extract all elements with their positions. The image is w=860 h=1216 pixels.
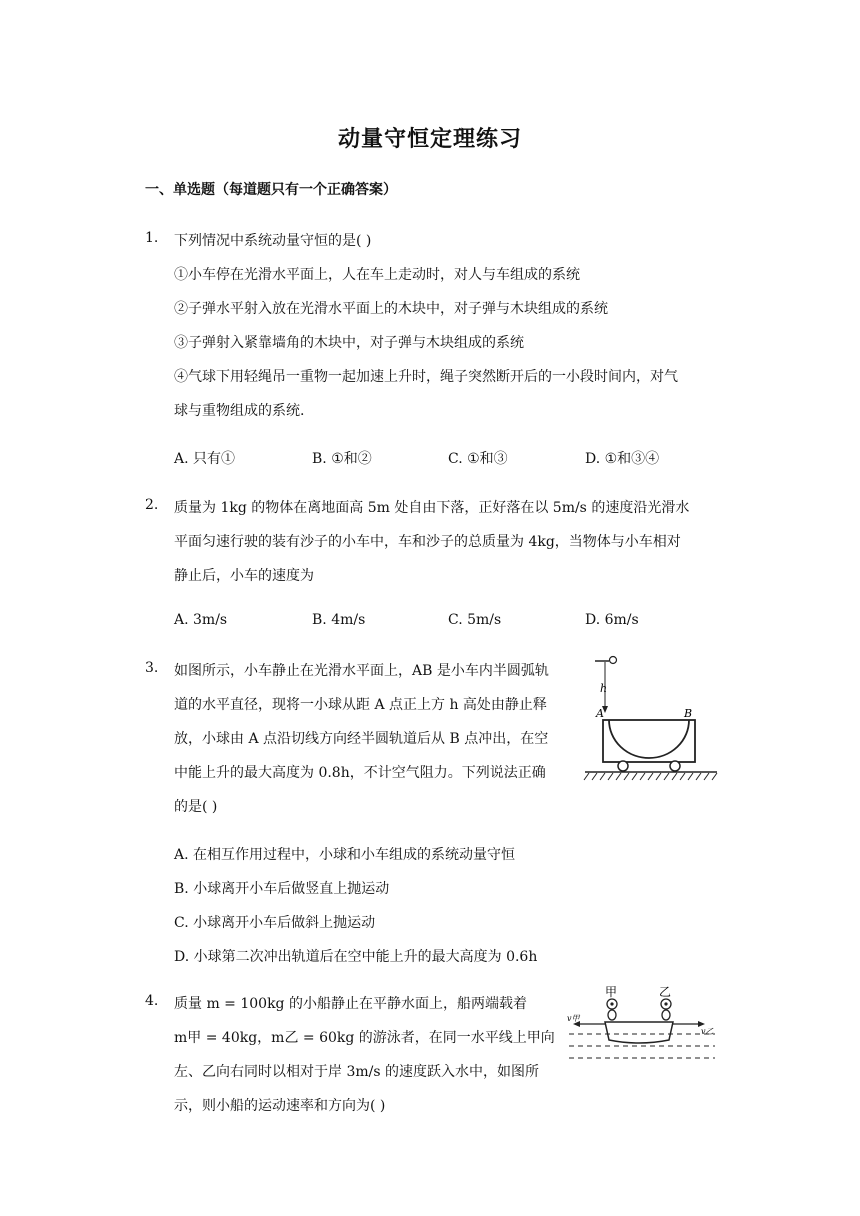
- question-number: 1.: [145, 230, 159, 246]
- question-line: 放，小球由 A 点沿切线方向经半圆轨道后从 B 点冲出，在空: [174, 731, 549, 747]
- option-b[interactable]: B. 小球离开小车后做竖直上抛运动: [174, 881, 390, 897]
- label-v-jia: v甲: [567, 1014, 580, 1023]
- question-number: 2.: [145, 497, 159, 513]
- question-line: 的是( ): [174, 799, 218, 815]
- label-a: A: [596, 707, 604, 720]
- question-line: 质量为 1kg 的物体在离地面高 5m 处自由下落，正好落在以 5m/s 的速度沿光滑水: [174, 500, 690, 516]
- question-line: 质量 m = 100kg 的小船静止在平静水面上，船两端载着: [174, 996, 527, 1012]
- option-b[interactable]: B. 4m/s: [312, 612, 366, 628]
- question-line: 如图所示，小车静止在光滑水平面上，AB 是小车内半圆弧轨: [174, 663, 549, 679]
- question-line: ①小车停在光滑水平面上，人在车上走动时，对人与车组成的系统: [174, 267, 580, 283]
- question-line: 平面匀速行驶的装有沙子的小车中，车和沙子的总质量为 4kg，当物体与小车相对: [174, 534, 681, 550]
- option-c[interactable]: C. 5m/s: [448, 612, 502, 628]
- question-line: 下列情况中系统动量守恒的是( ): [174, 233, 372, 249]
- question-line: 左、乙向右同时以相对于岸 3m/s 的速度跃入水中，如图所: [174, 1064, 539, 1080]
- question-line: 静止后，小车的速度为: [174, 568, 314, 584]
- question-line: 球与重物组成的系统.: [174, 403, 305, 419]
- option-a[interactable]: A. 在相互作用过程中，小球和小车组成的系统动量守恒: [174, 847, 516, 863]
- question-line: ④气球下用轻绳吊一重物一起加速上升时，绳子突然断开后的一小段时间内，对气: [174, 369, 678, 385]
- question-line: m甲 = 40kg，m乙 = 60kg 的游泳者，在同一水平线上甲向: [174, 1030, 555, 1046]
- boat-swimmers-figure: [565, 982, 720, 1064]
- option-c[interactable]: C. ①和③: [448, 451, 508, 467]
- label-v-yi: v乙: [701, 1027, 714, 1036]
- option-b[interactable]: B. ①和②: [312, 451, 372, 467]
- option-d[interactable]: D. 小球第二次冲出轨道后在空中能上升的最大高度为 0.6h: [174, 949, 538, 965]
- option-c[interactable]: C. 小球离开小车后做斜上抛运动: [174, 915, 376, 931]
- question-line: 道的水平直径，现将一小球从距 A 点正上方 h 高处由静止释: [174, 697, 547, 713]
- label-yi: 乙: [659, 985, 672, 999]
- question-number: 3.: [145, 660, 159, 676]
- question-line: ③子弹射入紧靠墙角的木块中，对子弹与木块组成的系统: [174, 335, 524, 351]
- option-d[interactable]: D. ①和③④: [585, 451, 660, 467]
- label-h: h: [600, 682, 608, 695]
- option-a[interactable]: A. 只有①: [174, 451, 236, 467]
- label-b: B: [684, 707, 693, 720]
- question-number: 4.: [145, 993, 159, 1009]
- option-d[interactable]: D. 6m/s: [585, 612, 639, 628]
- question-line: 中能上升的最大高度为 0.8h，不计空气阻力。下列说法正确: [174, 765, 546, 781]
- question-line: 示，则小船的运动速率和方向为( ): [174, 1098, 386, 1114]
- question-line: ②子弹水平射入放在光滑水平面上的木块中，对子弹与木块组成的系统: [174, 301, 608, 317]
- cart-semicircle-figure: [583, 652, 723, 787]
- page-title: 动量守恒定理练习: [337, 127, 522, 152]
- label-jia: 甲: [605, 985, 618, 999]
- option-a[interactable]: A. 3m/s: [174, 612, 228, 628]
- section-heading: 一、单选题（每道题只有一个正确答案）: [145, 182, 397, 198]
